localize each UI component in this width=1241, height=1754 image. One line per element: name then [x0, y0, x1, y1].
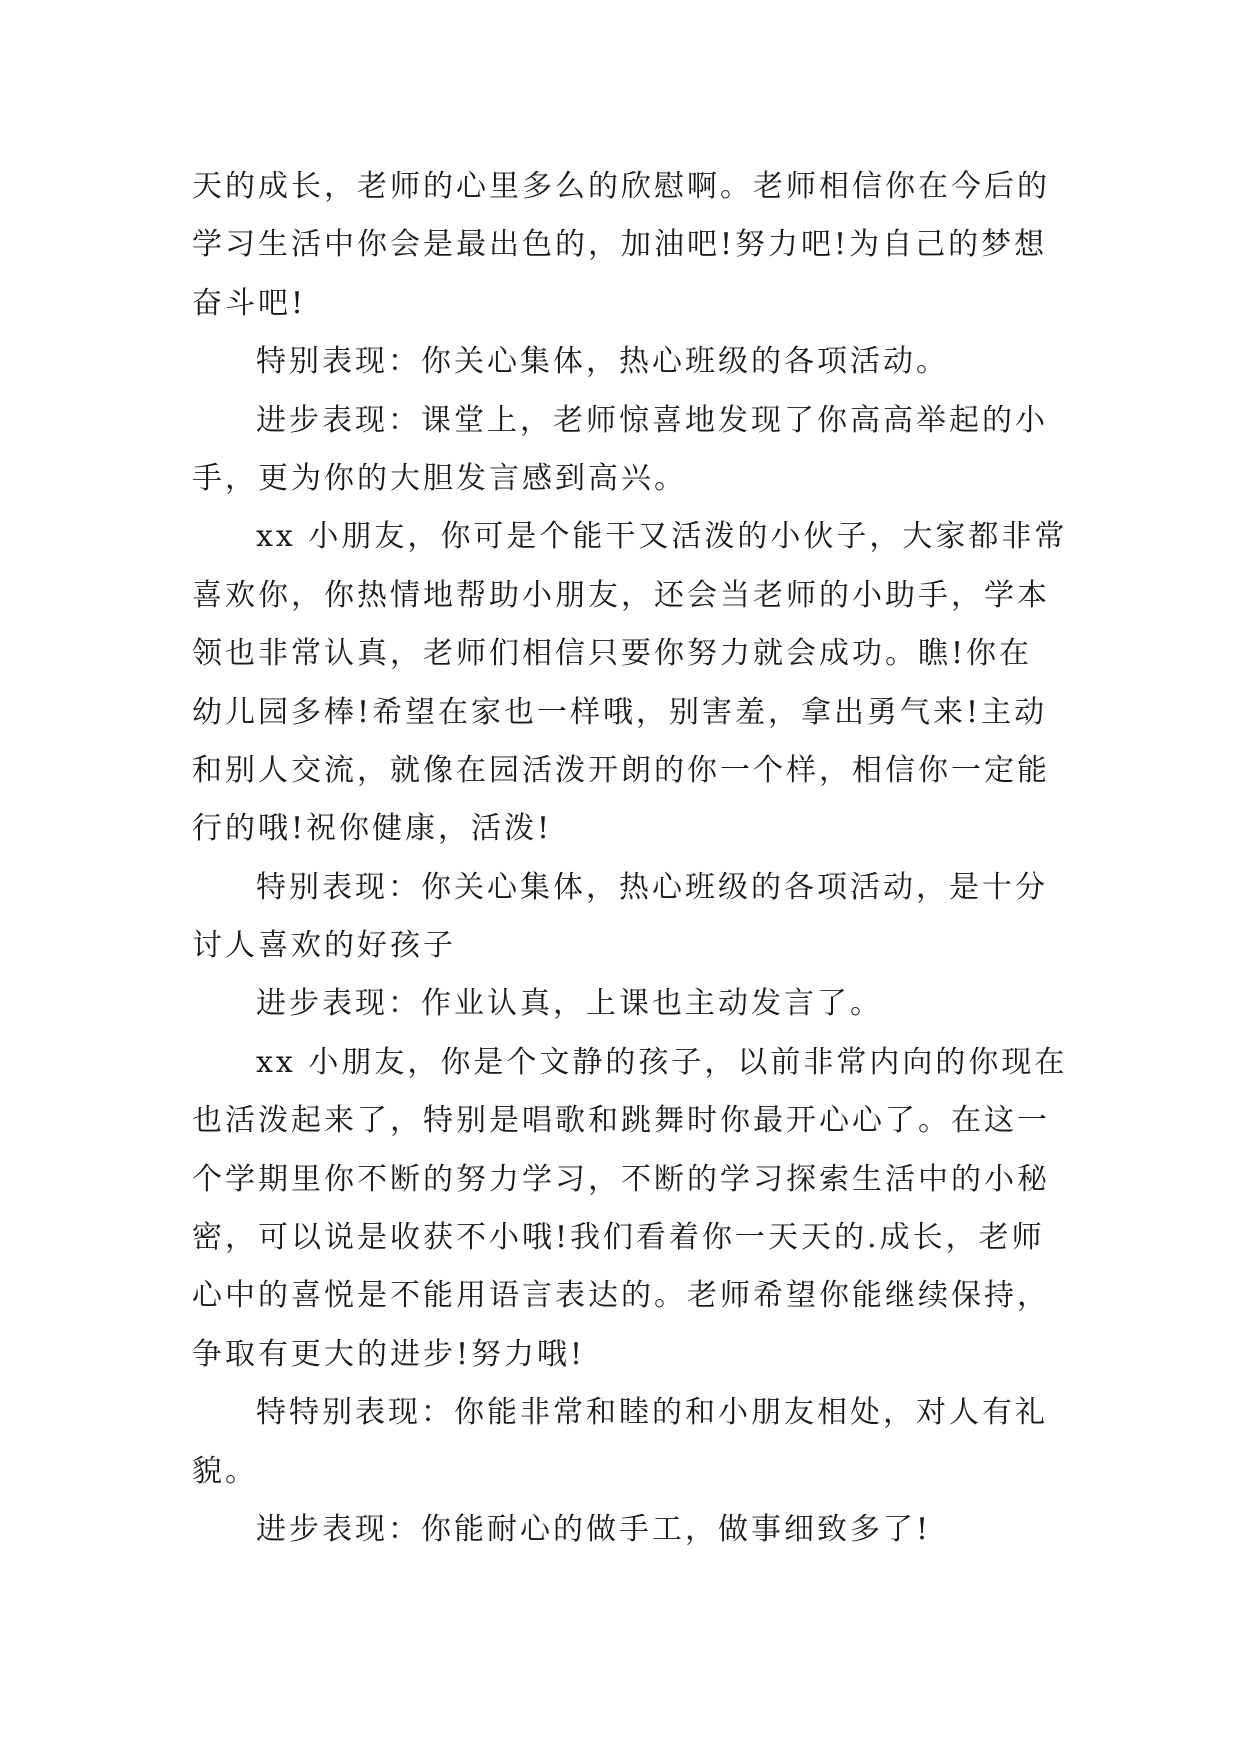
text-line: 喜欢你，你热情地帮助小朋友，还会当老师的小助手，学本 — [192, 577, 1050, 613]
text-line: 特别表现：你关心集体，热心班级的各项活动，是十分 — [256, 869, 1048, 905]
text-line: 进步表现：作业认真，上课也主动发言了。 — [256, 986, 883, 1022]
text-line: 手，更为你的大胆发言感到高兴。 — [192, 460, 687, 496]
text-line: 讨人喜欢的好孩子 — [192, 928, 456, 964]
text-line: 幼儿园多棒!希望在家也一样哦，别害羞，拿出勇气来!主动 — [192, 694, 1048, 730]
text-line: 天的成长，老师的心里多么的欣慰啊。老师相信你在今后的 — [192, 169, 1050, 204]
text-line: 进步表现：你能耐心的做手工，做事细致多了! — [256, 1511, 932, 1547]
text-line: 和别人交流，就像在园活泼开朗的你一个样，相信你一定能 — [192, 752, 1050, 788]
text-line: xx 小朋友，你是个文静的孩子，以前非常内向的你现在 — [256, 1044, 1068, 1080]
text-line: xx 小朋友，你可是个能干又活泼的小伙子，大家都非常 — [256, 519, 1068, 555]
text-line: 领也非常认真，老师们相信只要你努力就会成功。瞧!你在 — [192, 636, 1033, 672]
text-line: 貌。 — [192, 1453, 258, 1489]
text-line: 特别表现：你关心集体，热心班级的各项活动。 — [256, 344, 949, 380]
text-line: 个学期里你不断的努力学习，不断的学习探索生活中的小秘 — [192, 1161, 1050, 1197]
text-line: 学习生活中你会是最出色的，加油吧!努力吧!为自己的梦想 — [192, 227, 1048, 263]
text-line: 特特别表现：你能非常和睦的和小朋友相处，对人有礼 — [256, 1395, 1048, 1431]
text-line: 争取有更大的进步!努力哦! — [192, 1336, 586, 1372]
text-line: 进步表现：课堂上，老师惊喜地发现了你高高举起的小 — [256, 402, 1048, 438]
document-body — [192, 158, 1068, 1559]
text-line: 行的哦!祝你健康，活泼! — [192, 811, 553, 847]
text-line: 密，可以说是收获不小哦!我们看着你一天天的.成长，老师 — [192, 1220, 1045, 1256]
text-line: 也活泼起来了，特别是唱歌和跳舞时你最开心心了。在这一 — [192, 1103, 1050, 1139]
text-line: 心中的喜悦是不能用语言表达的。老师希望你能继续保持， — [192, 1278, 1050, 1314]
text-line: 奋斗吧! — [192, 285, 307, 321]
